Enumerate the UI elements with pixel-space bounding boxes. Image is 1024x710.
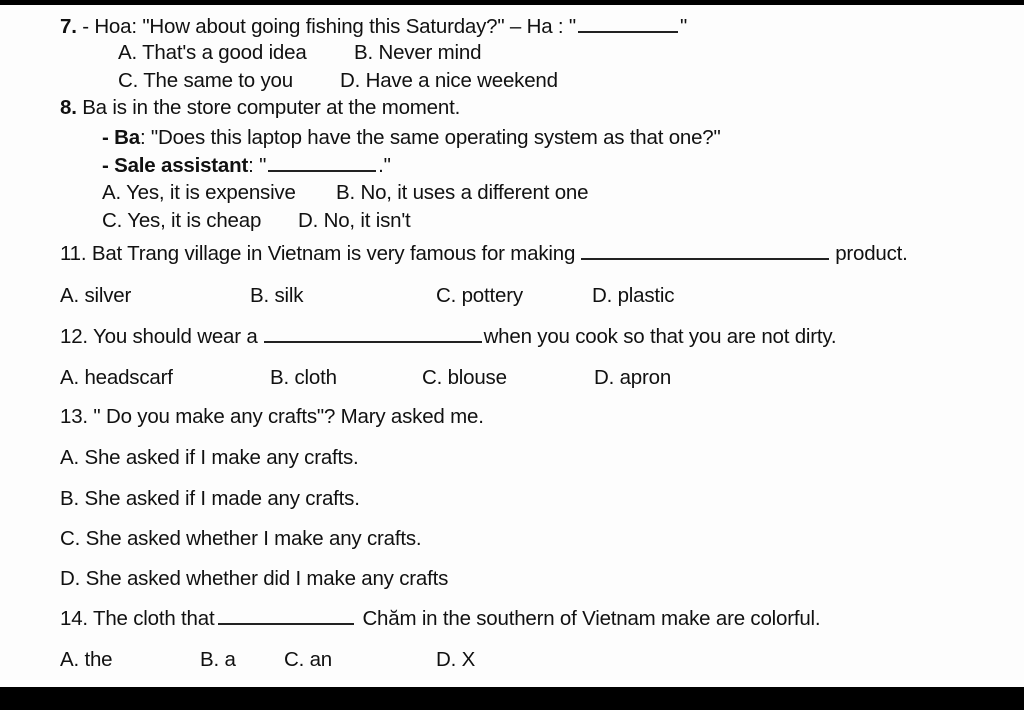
option-a: A. the (60, 648, 113, 671)
option-d: D. X (436, 648, 476, 671)
question-8-sale-assistant-line: - Sale assistant: " ." (102, 154, 391, 177)
option-b: B. Never mind (354, 41, 482, 64)
option-d: D. Have a nice weekend (340, 69, 558, 92)
option-a: A. silver (60, 284, 132, 307)
option-b: B. No, it uses a different one (336, 181, 589, 204)
question-8-stem: 8. Ba is in the store computer at the moment. (60, 96, 461, 119)
option-d: D. No, it isn't (298, 209, 411, 232)
answer-blank (264, 323, 482, 343)
option-c: C. The same to you (118, 69, 293, 92)
option-d: D. plastic (592, 284, 675, 307)
question-13-option-d: D. She asked whether did I make any crafts (60, 567, 449, 590)
option-b: B. silk (250, 284, 304, 307)
answer-blank (268, 152, 376, 172)
question-7-stem: 7. - Hoa: "How about going fishing this Saturday?" – Ha : " " (60, 15, 688, 38)
worksheet-page (0, 5, 1024, 687)
option-a: A. Yes, it is expensive (102, 181, 296, 204)
option-b: B. cloth (270, 366, 337, 389)
option-c: C. blouse (422, 366, 507, 389)
answer-blank (218, 605, 354, 625)
question-7-number: 7. (60, 15, 77, 38)
option-b: B. a (200, 648, 236, 671)
option-c: C. Yes, it is cheap (102, 209, 262, 232)
question-12-stem: 12. You should wear a when you cook so that you are not dirty. (60, 325, 837, 348)
answer-blank (581, 240, 829, 260)
option-c: C. an (284, 648, 332, 671)
question-13-option-a: A. She asked if I make any crafts. (60, 446, 359, 469)
option-c: C. pottery (436, 284, 523, 307)
question-13-stem: 13. " Do you make any crafts"? Mary asked me. (60, 405, 484, 428)
option-a: A. headscarf (60, 366, 173, 389)
question-14-stem: 14. The cloth that Chăm in the southern of Vietnam make are colorful. (60, 607, 821, 630)
option-a: A. That's a good idea (118, 41, 307, 64)
option-d: D. apron (594, 366, 672, 389)
question-8-ba-line: - Ba: "Does this laptop have the same operating system as that one?" (102, 126, 721, 149)
question-11-stem: 11. Bat Trang village in Vietnam is very famous for making product. (60, 242, 908, 265)
question-8-number: 8. (60, 96, 77, 119)
answer-blank (578, 13, 678, 33)
question-13-option-b: B. She asked if I made any crafts. (60, 487, 360, 510)
question-13-option-c: C. She asked whether I make any crafts. (60, 527, 422, 550)
